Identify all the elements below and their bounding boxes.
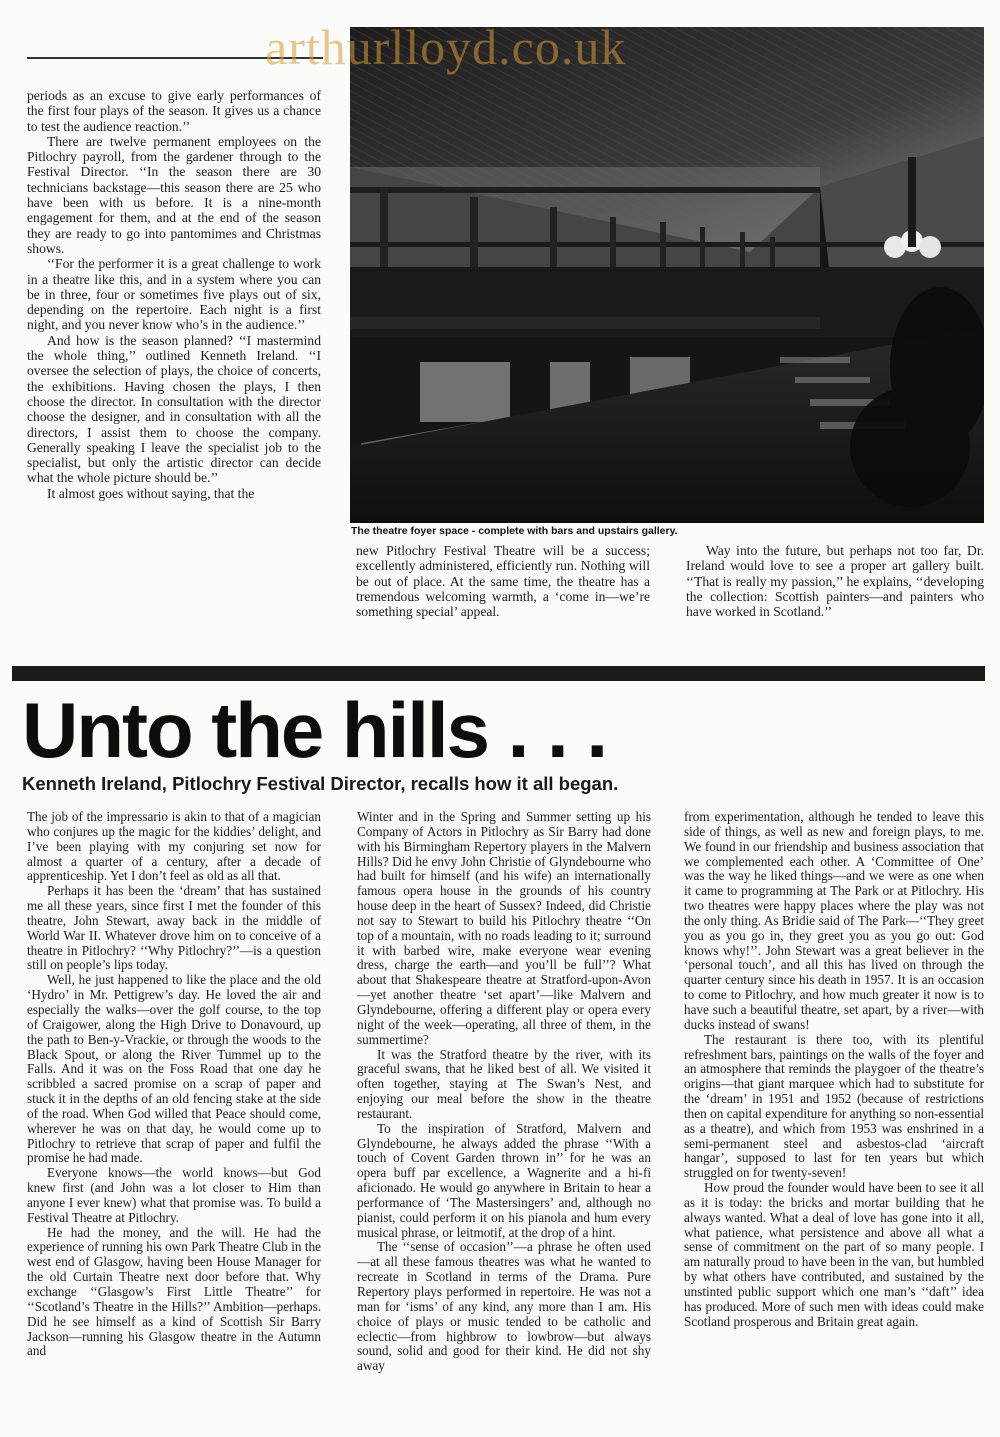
paragraph: periods as an excuse to give early performances of the first four plays of the season. It gives us a chance to test the audience reaction.’’ [27, 88, 321, 134]
article-headline: Unto the hills . . . [22, 686, 606, 774]
paragraph: Perhaps it has been the ‘dream’ that has sustained me all these years, since first I met the founder of this theatre, John Stewart, away back in the middle of World War II. Whatever drove him on to conceive of a theatre in Pitlochry? ‘‘Why Pitlochry?’’—is a question still on people’s lips today. [27, 883, 321, 973]
article-standfirst: Kenneth Ireland, Pitlochry Festival Director, recalls how it all began. [22, 773, 619, 794]
paragraph: Everyone knows—the world knows—but God knew first (and John was a lot closer to Him than anyone I ever knew) what that promise was. To build a Festival Theatre at Pitlochry. [27, 1165, 321, 1225]
paragraph: ‘‘For the performer it is a great challenge to work in a theatre like this, and in a system where you can be in three, four or sometimes five plays out of six, depending on the repertoire. Each night is a first night, and you never know who’s in the audience.’’ [27, 256, 321, 333]
paragraph: Well, he just happened to like the place and the old ‘Hydro’ in Mr. Pettigrew’s day. He loved the air and especially the walks—over the golf course, to the top of Craigower, along the High Drive to Donavourd, up the path to Ben-y-Vrackie, or through the woods to the Black Spout, or along the River Tummel up to the Falls. And it was on the Foss Road that one day he scribbled a sacred promise on a scrap of paper and stuck it in the depths of an old fencing stake at the side of the road. When God willed that Peace should come, wherever he was on that day, he would come up to Pitlochry to retrieve that scrap of paper and fulfil the promise he had made. [27, 972, 321, 1166]
paragraph: To the inspiration of Stratford, Malvern and Glyndebourne, he always added the phrase ‘‘With a touch of Covent Garden thrown in’’ for he was an opera buff par excellence, a Wagnerite and a hi-fi aficionado. He would go anywhere in Britain to hear a performance of ‘The Mastersingers’ and, although no pianist, could perform it on his pianola and hum every musical phrase, or leitmotif, at the drop of a hint. [357, 1120, 651, 1240]
paragraph: new Pitlochry Festival Theatre will be a success; excellently administered, efficiently run. Nothing will be out of place. At the same time, the theatre has a tremendous welcoming warmth, a ‘come in—we’re something special’ appeal. [356, 543, 650, 620]
photo-caption: The theatre foyer space - complete with bars and upstairs gallery. [351, 525, 678, 537]
paragraph: Winter and in the Spring and Summer setting up his Company of Actors in Pitlochry as Sir Barry had done with his Birmingham Repertory players in the Malvern Hills? Did he envy John Christie of Glyndebourne who had built for himself (and his wife) an internationally famous opera house in the grounds of his country house deep in the heart of Sussex? Indeed, did Christie not say to Stewart to build his Pitlochry theatre ‘‘On top of a mountain, with no roads leading to it; surround it with barbed wire, make everyone wear evening dress, charge the earth—and you’ll be full’’? What about that Shakespeare theatre at Stratford-upon-Avon—yet another theatre ‘set apart’—like Malvern and Glyndebourne, offering a different play or opera every night of the week—operating, all three of them, in the summertime? [357, 809, 651, 1047]
paragraph: It was the Stratford theatre by the river, with its graceful swans, that he liked best of all. We visited it often together, staying at The Swan’s Nest, and enjoying our meal before the show in the theatre restaurant. [357, 1046, 651, 1121]
paragraph: from experimentation, although he tended to leave this side of things, as well as new and foreign plays, to me. We found in our friendship and business association that we complemented each other. A ‘Committee of One’ was the way he liked things—and we were as one when it came to programming at The Park or at Pitlochry. His two theatres were happy places where the play was not the only thing. As Bridie said of The Park—‘‘They greet you as you go in, they greet you as you go out: God knows why!’’. John Stewart was a great believer in the ‘personal touch’, and all this has lived on through the quarter century since his death in 1957. It is an occasion to come to Pitlochry, and how much greater it now is to have such a beautiful theatre, set apart, by a river—with ducks instead of swans! [684, 809, 984, 1032]
section-divider-bar [12, 666, 985, 681]
top-column-3 [686, 543, 984, 619]
paragraph: It almost goes without saying, that the [47, 485, 255, 501]
watermark: arthurlloyd.co.uk [265, 19, 627, 75]
paragraph: The ‘‘sense of occasion’’—a phrase he often used—at all these famous theatres was what he wanted to recreate in Scotland in terms of the Drama. Pure Repertory plays performed in repertoire. He was not a man for ‘isms’ of any kind, any more than I am. His choice of plays or music tended to be catholic and eclectic—from highbrow to lowbrow—but always sound, solid and good for their kind. He did not shy away [357, 1239, 651, 1374]
paragraph: How proud the founder would have been to see it all as it is today: the bricks and mortar building that he always wanted. What a deal of love has gone into it all, what patience, what persistence and above all what a sense of commitment on the part of so many people. I am naturally proud to have been in the van, but humbled by what others have contributed, and sustained by the unstinted public support which one man’s ‘‘daft’’ idea has produced. More of such men with ideas could make Scotland prosperous and Britain great again. [684, 1180, 984, 1329]
article-column-2 [357, 810, 651, 1374]
paragraph: The restaurant is there too, with its plentiful refreshment bars, paintings on the walls of the foyer and an atmosphere that reminds the playgoer of the theatre’s origins—that giant marquee which had to substitute for the ‘dream’ in 1951 and 1952 (because of restrictions then on capital expenditure for anything so non-essential as a theatre), and which from 1953 was enshrined in a semi-permanent steel and asbestos-clad ‘aircraft hangar’, supposed to last for ten years but which struggled on for twenty-seven! [684, 1031, 984, 1181]
paragraph: And how is the season planned? ‘‘I mastermind the whole thing,’’ outlined Kenneth Ireland. ‘‘I oversee the selection of plays, the choice of concerts, the exhibitions. Having chosen the plays, I then choose the director. In consultation with the director choose the designer, and in consultation with all the directors, I assist them to choose the company. Generally speaking I leave the specialist job to the specialist, but only the artistic director can decide what the whole picture should be.’’ [27, 332, 321, 486]
paragraph: There are twelve permanent employees on the Pitlochry payroll, from the gardener through to the Festival Director. ‘‘In the season there are 30 technicians backstage—this season there are 25 who have been with us before. It is a nine-month engagement for them, and at the end of the season they are ready to go into pantomimes and Christmas shows. [27, 133, 321, 256]
paragraph: He had the money, and the will. He had the experience of running his own Park Theatre Club in the west end of Glasgow, having been House Manager for the old Curtain Theatre next door before that. Why exchange ‘‘Glasgow’s First Little Theatre’’ for ‘‘Scotland’s Theatre in the Hills?’’ Ambition—perhaps. Did he see himself as a kind of Scottish Sir Barry Jackson—running his Glasgow theatre in the Autumn and [27, 1224, 321, 1359]
article-column-1 [27, 810, 321, 1359]
foyer-photo [350, 27, 984, 523]
top-column-1 [27, 88, 321, 501]
paragraph: Way into the future, but perhaps not too far, Dr. Ireland would love to see a proper art gallery built. ‘‘That is really my passion,’’ he explains, ‘‘developing the collection: Scottish painters—and painters who have worked in Scotland.’’ [686, 543, 984, 620]
paragraph: The job of the impressario is akin to that of a magician who conjures up the magic for the kiddies’ delight, and I’ve been playing with my conjuring set now for almost a quarter of a century, after a decade of apprenticeship. Yet I don’t feel as old as all that. [27, 809, 321, 884]
foyer-photo-illustration [350, 27, 984, 523]
article-column-3 [684, 810, 984, 1330]
top-column-2 [356, 543, 650, 619]
